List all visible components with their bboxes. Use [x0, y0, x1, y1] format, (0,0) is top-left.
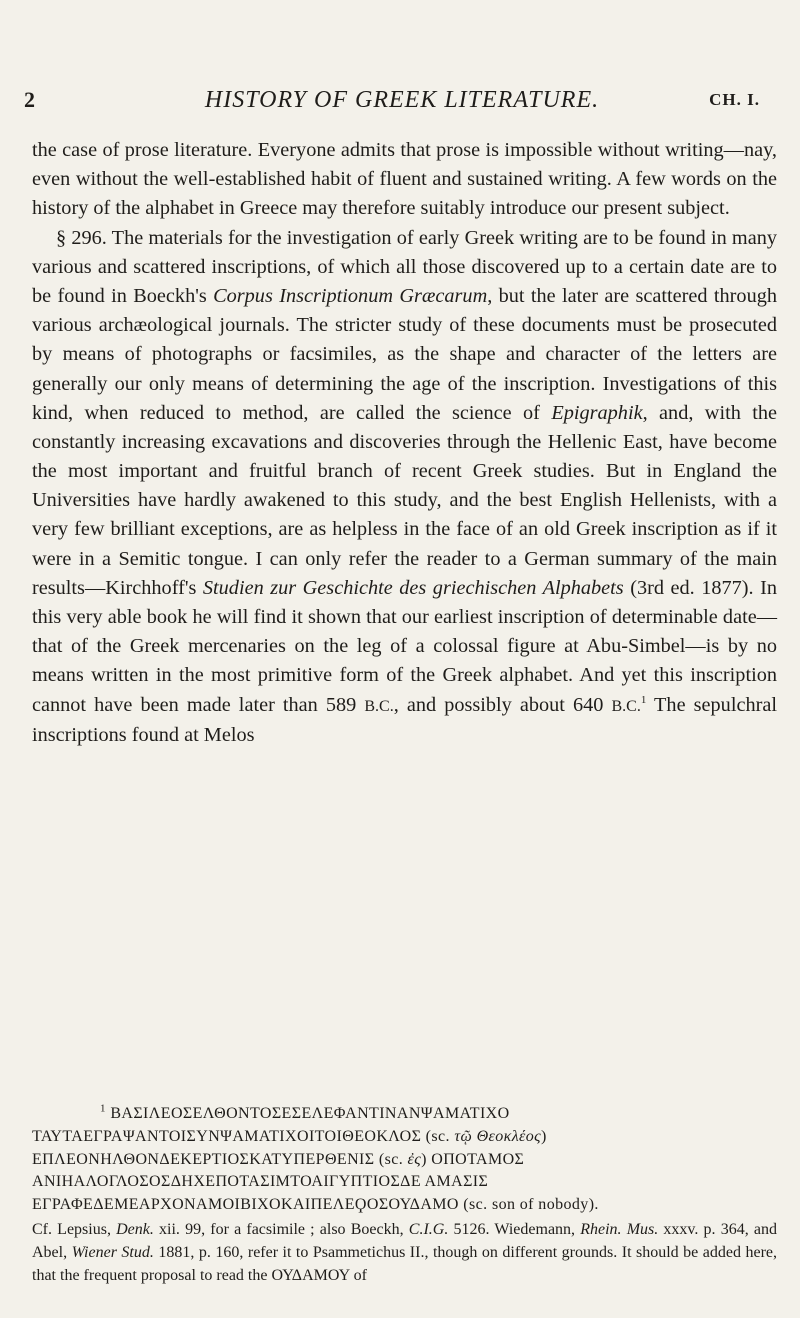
greek-inscription — [32, 1103, 777, 1217]
gloss: ἐς — [407, 1150, 422, 1168]
gloss: τῷ Θεοκλέος — [454, 1127, 542, 1145]
text-run: , and possibly about 640 — [393, 693, 612, 716]
italic-ref: Wiener Stud. — [71, 1243, 154, 1261]
inscription-line — [32, 1103, 777, 1126]
text-run: , but the later are scattered through various archæological journals. The stricter study of these documents must be prosecuted by means of photographs or facsimiles, as the shape and character of the letters are generally our only means of determining the age of the inscription. Investigations of this kind, when reduced to method, are called the science of — [32, 284, 777, 424]
chapter-label: CH. I. — [709, 90, 760, 109]
era-abbrev: B.C. — [611, 697, 641, 715]
italic-ref: Rhein. Mus. — [580, 1220, 659, 1238]
text-run: xxxv. p. 364, and Abel, — [32, 1220, 777, 1261]
era-abbrev: B.C. — [364, 697, 394, 715]
inscription-line — [32, 1126, 777, 1149]
inscription-line: ΕΓΡΑΦΕΔΕΜΕΑΡΧΟΝΑΜΟΙΒΙΧΟΚΑΙΠΕΛΕϘΟΣΟΥΔΑΜΟ (sc. son of nobody). — [32, 1196, 599, 1214]
text-run: 5126. Wiedemann, — [448, 1220, 581, 1238]
footnote — [32, 1103, 777, 1287]
paragraph-1-text: the case of prose literature. Everyone admits that prose is impossible without writing—nay, even without the well-established habit of fluent and sustained writing. A few words on the history of the alphabet in Greece may therefore suitably introduce our present subject. — [32, 139, 777, 220]
inscription-text: ΕΠΛΕΟΝΗΛΘΟΝΔΕΚΕΡΤΙΟΣΚΑΤΥΠΕΡΘΕΝΙΣ (sc. — [32, 1150, 408, 1168]
paragraph-2 — [32, 224, 777, 750]
inscription-text: ) ΟΠΟΤΑΜΟΣ — [421, 1150, 525, 1168]
text-run: 1881, p. 160, refer it to Psammetichus II., though on different grounds. It should be added here, that the frequent proposal to read the ΟΥΔΑΜΟΥ of — [32, 1243, 778, 1284]
text-run: Cf. Lepsius, — [32, 1220, 117, 1238]
text-run: The sepulchral inscriptions found at Melos — [32, 693, 777, 746]
inscription-text: ΤΑΥΤΑΕΓΡΑΨΑΝΤΟΙΣΥΝΨΑΜΑΤΙΧΟΙΤΟΙΘΕΟΚΛΟΣ (sc. — [32, 1127, 455, 1145]
running-title: HISTORY OF GREEK LITERATURE. — [204, 86, 600, 113]
text-run: , and, with the constantly increasing excavations and discoveries through the Hellenic East, have become the most important and fruitful branch of recent Greek studies. But in England the Universities have hardly awakened to this study, and the best English Hellenists, with a very few brilliant exceptions, are as helpless in the face of an old Greek inscription as if it were in a Semitic tongue. I can only refer the reader to a German summary of the main results—Kirchhoff's — [32, 401, 778, 599]
italic-title-studien: Studien zur Geschichte des griechischen Alphabets — [202, 576, 624, 599]
italic-title-corpus: Corpus Inscriptionum Græcarum — [213, 284, 488, 307]
footnote-note — [32, 1219, 777, 1287]
footnote-marker: 1 — [100, 1103, 106, 1115]
page-number: 2 — [24, 87, 35, 112]
inscription-text: ΒΑΣΙΛΕΟΣΕΛΘΟΝΤΟΣΕΣΕΛΕΦΑΝΤΙΝΑΝΨΑΜΑΤΙΧΟ — [110, 1105, 510, 1122]
text-run: (3rd ed. 1877). In this very able book he will find it shown that our earliest inscription of determinable date—that of the Greek mercenaries on the leg of a colossal figure at Abu-Simbel—is by no means written in the most primitive form of the Greek alphabet. And yet this inscription cannot have been made later than 589 — [32, 576, 777, 716]
italic-ref: Denk. — [116, 1220, 154, 1238]
footnote-reference[interactable]: 1 — [640, 693, 647, 706]
italic-ref: C.I.G. — [408, 1220, 449, 1238]
inscription-text: ) — [541, 1127, 547, 1145]
text-run: xii. 99, for a facsimile ; also Boeckh, — [153, 1220, 409, 1238]
paragraph-1 — [32, 136, 777, 224]
inscription-line: ΑΝΙΗΑΛΟΓΛΟΣΟΣΔΗΧΕΠΟΤΑΣΙΜΤΟΑΙΓΥΠΤΙΟΣΔΕ ΑΜΑΣΙΣ — [32, 1173, 489, 1191]
page-header — [24, 84, 776, 116]
body-text — [32, 136, 777, 750]
text-run: § 296. The materials for the investigation of early Greek writing are to be found in many various and scattered inscriptions, of which all those discovered up to a certain date are to be found in Boeckh's — [32, 226, 777, 307]
inscription-line — [32, 1149, 777, 1172]
italic-term-epigraphik: Epigraphik — [551, 401, 643, 424]
